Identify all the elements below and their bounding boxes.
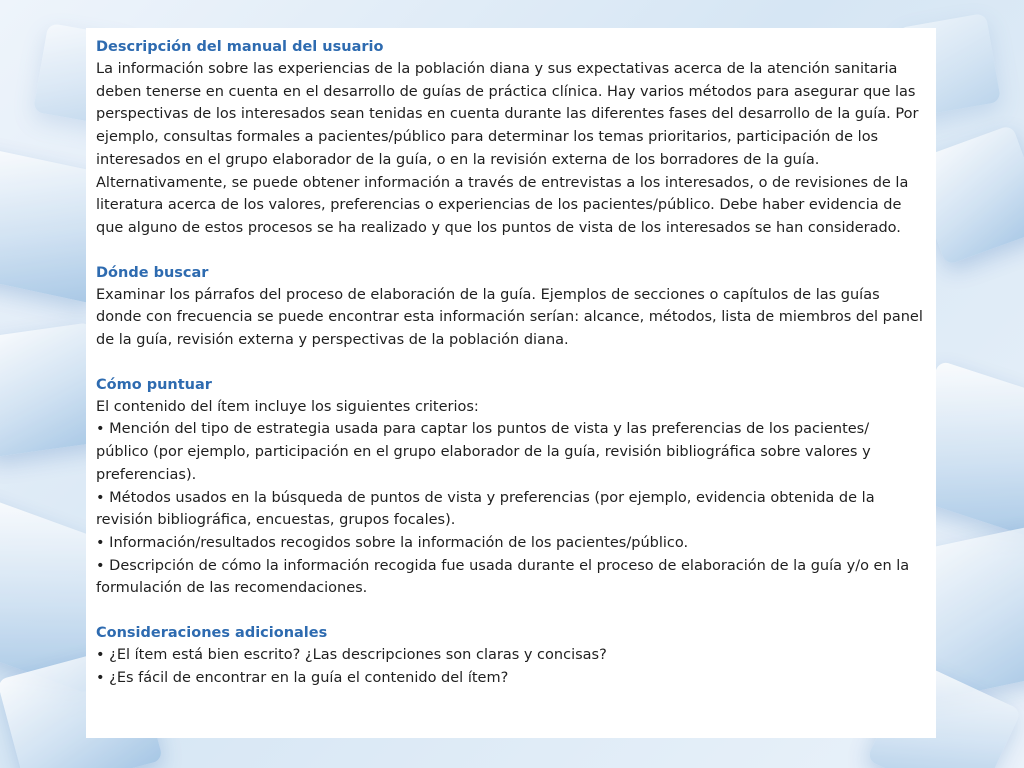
- section-spacer: [96, 240, 924, 262]
- section-heading-donde: Dónde buscar: [96, 264, 209, 281]
- consideration-item: • ¿El ítem está bien escrito? ¿Las descripciones son claras y concisas?: [96, 647, 607, 664]
- section-heading-como: Cómo puntuar: [96, 376, 212, 393]
- section-spacer: [96, 600, 924, 622]
- document-page: [86, 28, 936, 738]
- section-spacer: [96, 352, 924, 374]
- section-heading-consideraciones: Consideraciones adicionales: [96, 625, 328, 642]
- section-body-descripcion: La información sobre las experiencias de la población diana y sus expectativas acerca de la atención sanitaria deben tenerse en cuenta en el desarrollo de guías de práctica clínica. Hay varios métodos para asegurar que las perspectivas de los interesados sean tenidas en cuenta durante las diferentes fases del desarrollo de la guía. Por ejemplo, consultas formales a pacientes/público para determinar los temas prioritarios, participación de los interesados en el grupo elaborador de la guía, o en la revisión externa de los borradores de la guía. Alternativamente, se puede obtener información a través de entrevistas a los interesados, o de revisiones de la literatura acerca de los valores, preferencias o experiencias de los pacientes/público. Debe haber evidencia de que alguno de estos procesos se ha realizado y que los puntos de vista de los interesados se han considerado.: [96, 61, 919, 236]
- criteria-item: • Mención del tipo de estrategia usada para captar los puntos de vista y las preferencias de los pacientes/ público (por ejemplo, participación en el grupo elaborador de la guía, revisión bibliográfica sobre valores y preferencias).: [96, 421, 871, 483]
- criteria-item: • Información/resultados recogidos sobre la información de los pacientes/público.: [96, 534, 689, 551]
- criteria-list: [96, 418, 924, 600]
- section-intro-como: El contenido del ítem incluye los siguientes criterios:: [96, 398, 479, 415]
- criteria-item: • Descripción de cómo la información recogida fue usada durante el proceso de elaboración de la guía y/o en la formulación de las recomendaciones.: [96, 557, 910, 597]
- criteria-item: • Métodos usados en la búsqueda de puntos de vista y preferencias (por ejemplo, evidencia obtenida de la revisión bibliográfica, encuestas, grupos focales).: [96, 489, 875, 529]
- section-heading-descripcion: Descripción del manual del usuario: [96, 39, 384, 55]
- section-body-donde: Examinar los párrafos del proceso de elaboración de la guía. Ejemplos de secciones o capítulos de las guías donde con frecuencia se puede encontrar esta información serían: alcance, métodos, lista de miembros del panel de la guía, revisión externa y perspectivas de la población diana.: [96, 286, 923, 349]
- consideration-item: • ¿Es fácil de encontrar en la guía el contenido del ítem?: [96, 669, 509, 686]
- considerations-list: [96, 644, 924, 689]
